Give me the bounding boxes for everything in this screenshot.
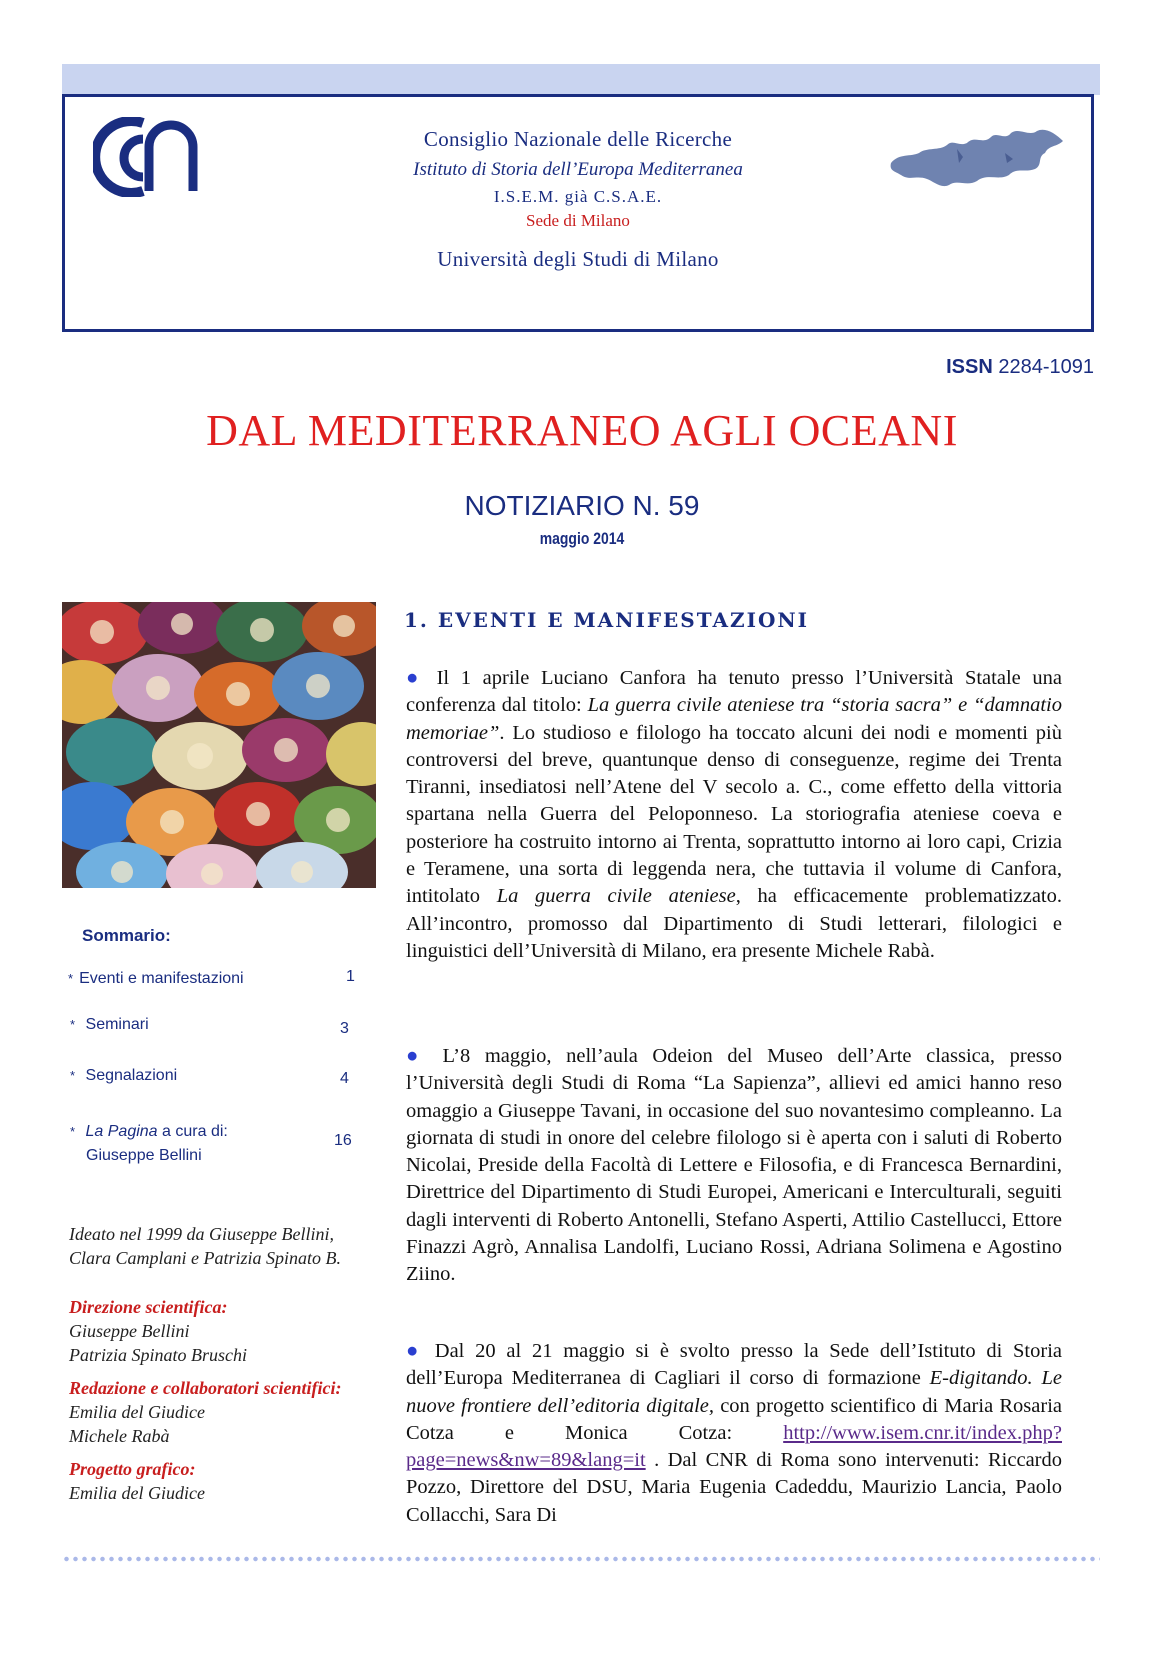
bullet-icon: ● [406, 1045, 428, 1067]
toc-item-eventi[interactable]: * Eventi e manifestazioni [68, 970, 244, 987]
university-name: Università degli Studi di Milano [437, 247, 719, 271]
institution-header [62, 94, 1094, 332]
article-paragraph-2 [406, 1043, 1062, 1289]
issn [946, 356, 1094, 379]
toc-label-line2: Giuseppe Bellini [86, 1147, 202, 1164]
header-band [62, 64, 1100, 95]
toc-label: Seminari [85, 1016, 149, 1033]
p3-course-italic: E-digitando. Le nuove frontiere dell’editoria digitale, [406, 1367, 1063, 1417]
mediterranean-map-icon [887, 123, 1067, 193]
issn-label: ISSN [946, 356, 993, 378]
toc-item-seminari[interactable]: * Seminari [70, 1016, 149, 1033]
article-paragraph-3 [406, 1338, 1062, 1529]
section-title: 1. EVENTI E MANIFESTAZIONI [404, 608, 810, 632]
redazione-name-2: Michele Rabà [69, 1426, 170, 1446]
article-paragraph-1 [406, 665, 1062, 965]
sommario-title: Sommario: [82, 926, 171, 945]
direzione-name-1: Giuseppe Bellini [69, 1321, 190, 1341]
bullet-icon: ● [406, 667, 425, 689]
institute-name: Istituto di Storia dell’Europa Mediterranea [413, 159, 743, 180]
toc-page: 1 [346, 968, 355, 985]
institute-acronym: I.S.E.M. già C.S.A.E. [493, 187, 663, 206]
p2-text: L’8 maggio, nell’aula Odeion del Museo dell’Arte classica, presso l’Università degli Studi di Roma “La Sapienza”, allievi ed amici hanno reso omaggio a Giuseppe Tavani, in occasione del suo novantesimo compleanno. La giornata di studi in onore del celebre filologo si è aperta con i saluti di Roberto Nicolai, Preside della Facoltà di Lettere e Filosofia, e di Francesca Bernardini, Direttrice del Dipartimento di Studi Europei, Americani e Interculturali, seguiti dagli interventi di Roberto Antonelli, Stefano Asperti, Attilio Castellucci, Ettore Finazzi Agrò, Annalisa Landolfi, Luciano Rossi, Adriana Solimena e Agostino Ziino. [406, 1045, 1062, 1286]
toc-item-segnalazioni[interactable]: * Segnalazioni [70, 1067, 178, 1084]
toc-label: Segnalazioni [85, 1067, 178, 1084]
p3-text: Dal 20 al 21 maggio si è svolto presso la Sede dell’Istituto di Storia dell’Europa Mediterranea di Cagliari il corso di formazione [406, 1340, 1062, 1390]
credits [69, 1222, 389, 1505]
issn-value: 2284-1091 [998, 356, 1094, 378]
p3-text-3: . Dal CNR di Roma sono intervenuti: Riccardo Pozzo, Direttore del DSU, Maria Eugenia Cadeddu, Maurizio Lancia, Paolo Collacchi, Sara Di [406, 1449, 1062, 1526]
footer-dotted-rule [62, 1556, 1100, 1562]
org-name: Consiglio Nazionale delle Ricerche [423, 127, 733, 151]
sombreros-photo [62, 602, 376, 888]
p1-text-2: . Lo studioso e filologo ha toccato alcuni dei nodi e momenti più controversi del breve, quantunque denso di conseguenze, regime dei Trenta Tiranni, insediatosi nell’Atene del V secolo a. C., come effetto della vittoria spartana nella Guerra del Peloponneso. La storiografia ateniese coeva e posteriore ha costruito intorno ai Trenta, soprattutto intorno ai loro capi, Crizia e Teramene, una sorta di leggenda nera, che tuttavia il volume di Canfora, intitolato [406, 721, 1062, 908]
toc-label: Eventi e manifestazioni [79, 970, 244, 987]
toc-item-la-pagina[interactable]: * La Pagina a cura di: Giuseppe Bellini [70, 1123, 228, 1164]
toc-page: 4 [340, 1070, 349, 1087]
toc-label-rest: a cura di: [157, 1123, 228, 1140]
p1-text: Il 1 aprile Luciano Canfora ha tenuto presso l’Università Statale una conferenza dal titolo: [406, 667, 1062, 717]
bullet-icon: ● [406, 1340, 425, 1362]
p1-book-italic: La guerra civile ateniese [496, 885, 736, 908]
direzione-name-2: Patrizia Spinato Bruschi [69, 1345, 248, 1365]
progetto-name-1: Emilia del Giudice [69, 1483, 205, 1503]
issue-date: maggio 2014 [539, 529, 625, 548]
p1-title-italic: La guerra civile ateniese tra “storia sacra” e “damnatio memoriae” [406, 694, 1063, 744]
newsletter-title: DAL MEDITERRANEO AGLI OCEANI [206, 406, 958, 455]
redazione-label: Redazione e collaboratori scientifici: [69, 1378, 342, 1398]
toc-label-italic: La Pagina [85, 1123, 158, 1140]
direzione-label: Direzione scientifica: [69, 1297, 228, 1317]
issue-number: NOTIZIARIO N. 59 [464, 490, 700, 521]
credits-ideato: Ideato nel 1999 da Giuseppe Bellini, Clara Camplani e Patrizia Spinato B. [69, 1224, 342, 1268]
toc-page: 3 [340, 1020, 349, 1037]
p1-text-3: , ha efficacemente problematizzato. All’incontro, promosso dal Dipartimento di Studi letterari, filologici e linguistici dell’Università di Milano, era presente Michele Rabà. [406, 885, 1062, 962]
isem-news-link[interactable]: http://www.isem.cnr.it/index.php?page=news&nw=89&lang=it [406, 1421, 1062, 1472]
redazione-name-1: Emilia del Giudice [69, 1402, 205, 1422]
seat-name: Sede di Milano [526, 211, 630, 230]
sombreros-image [62, 602, 376, 888]
p3-text-2: con progetto scientifico di Maria Rosaria Cotza e Monica Cotza: [406, 1394, 1062, 1444]
progetto-label: Progetto grafico: [69, 1459, 196, 1479]
toc-page: 16 [334, 1132, 352, 1149]
